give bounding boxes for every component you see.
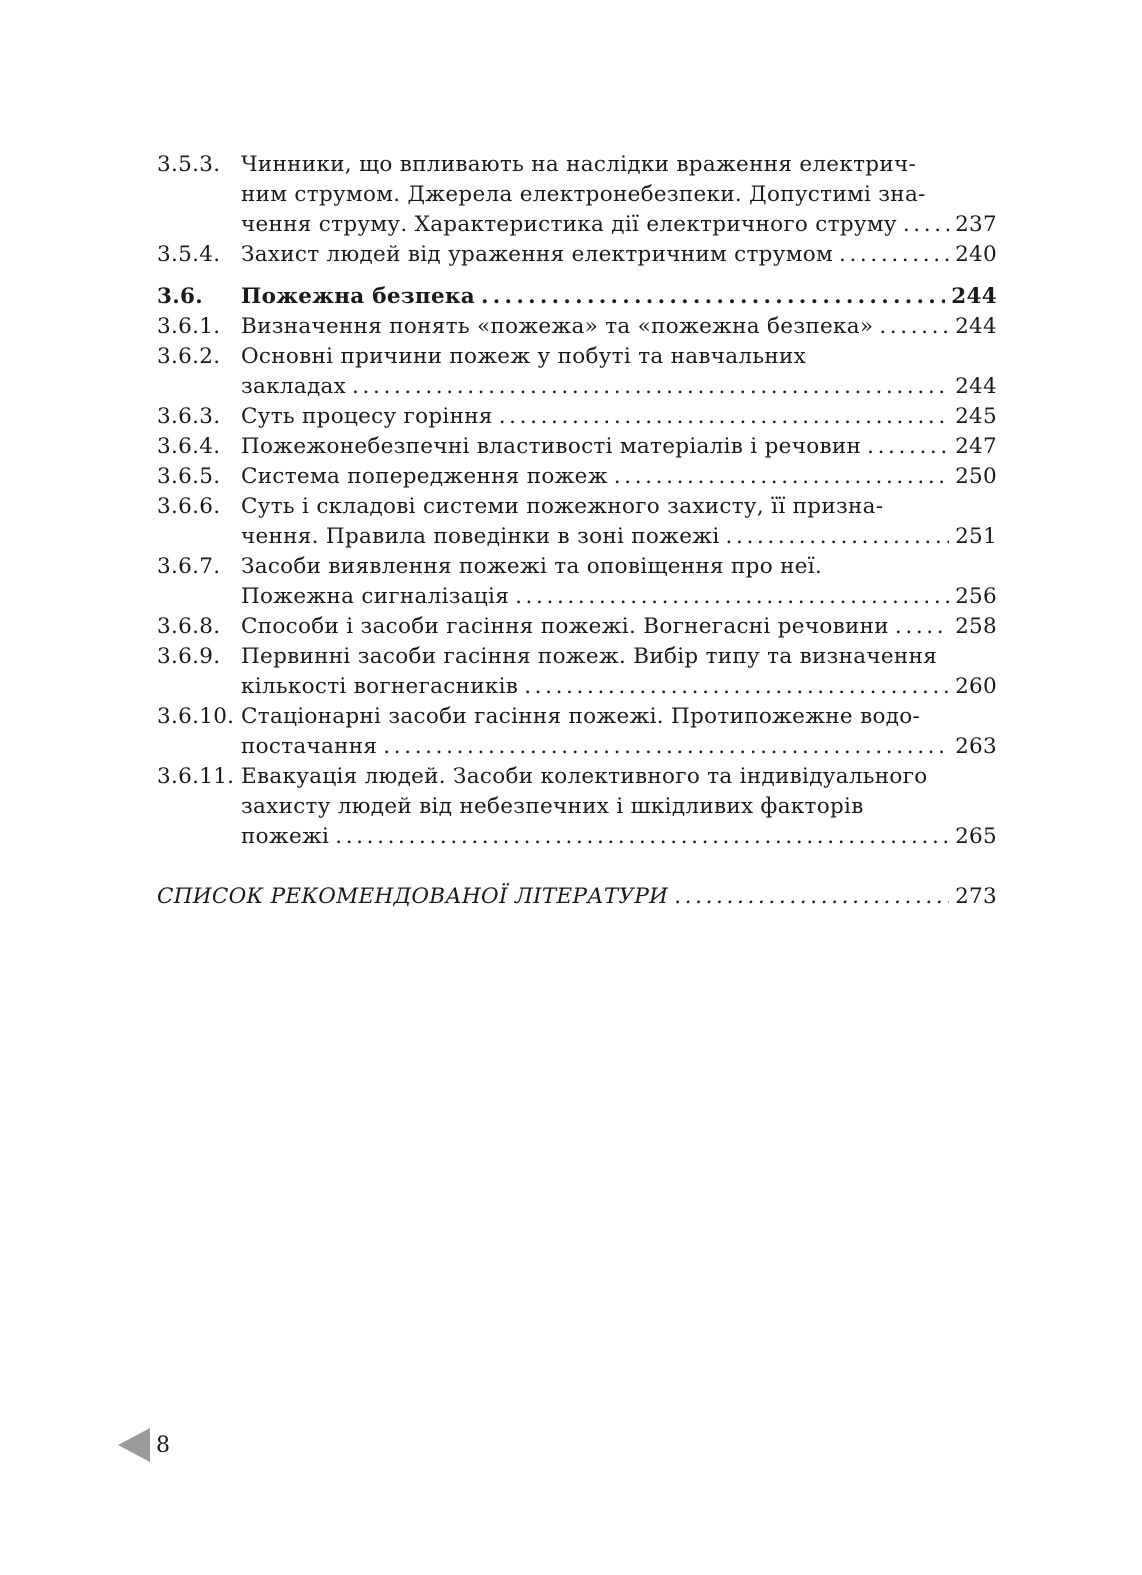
toc-entry-number: 3.6.10. bbox=[157, 704, 235, 729]
toc-entry-line: Стаціонарні засоби гасіння пожежі. Протипожежне водо- bbox=[241, 704, 921, 729]
toc-page-number: 245 bbox=[955, 404, 997, 429]
dot-leader bbox=[839, 240, 949, 270]
dot-leader bbox=[524, 672, 949, 702]
toc-entry-3-6-9 bbox=[157, 642, 997, 702]
page-number: 8 bbox=[156, 1432, 170, 1458]
dot-leader bbox=[903, 210, 949, 240]
toc-entry-number: 3.5.4. bbox=[157, 242, 221, 267]
toc-entry-3-6-8 bbox=[157, 612, 997, 642]
toc-page-number: 247 bbox=[955, 434, 997, 459]
toc-entry-number: 3.6.3. bbox=[157, 404, 221, 429]
dot-leader bbox=[352, 372, 949, 402]
toc-page-number: 244 bbox=[955, 374, 997, 399]
toc-entry-number: 3.6. bbox=[157, 284, 204, 309]
dot-leader bbox=[726, 522, 950, 552]
toc-section-3-6 bbox=[157, 282, 997, 312]
toc-page-number: 240 bbox=[955, 242, 997, 267]
toc-entry-line: Евакуація людей. Засоби колективного та індивідуального bbox=[241, 764, 928, 789]
toc-page-number: 273 bbox=[955, 884, 997, 909]
toc-entry-title: постачання bbox=[241, 734, 378, 759]
toc-section-title: Пожежна безпека bbox=[241, 284, 476, 309]
triangle-left-icon bbox=[118, 1428, 150, 1462]
toc-entry-title: Пожежонебезпечні властивості матеріалів і речовин bbox=[241, 434, 862, 459]
toc-page-number: 263 bbox=[955, 734, 997, 759]
dot-leader bbox=[383, 732, 949, 762]
toc-entry-title: чення. Правила поведінки в зоні пожежі bbox=[241, 524, 720, 549]
toc-entry-line: Суть і складові системи пожежного захисту, її призна- bbox=[241, 494, 884, 519]
dot-leader bbox=[499, 402, 949, 432]
dot-leader bbox=[867, 432, 949, 462]
toc-page-number: 244 bbox=[951, 284, 997, 309]
toc-entry-3-5-3 bbox=[157, 150, 997, 240]
toc-page-number: 258 bbox=[955, 614, 997, 639]
toc-literature-entry bbox=[157, 882, 997, 912]
toc-page-number: 265 bbox=[955, 824, 997, 849]
toc-entry-3-6-5 bbox=[157, 462, 997, 492]
toc-page-number: 237 bbox=[955, 212, 997, 237]
literature-title: СПИСОК РЕКОМЕНДОВАНОЇ ЛІТЕРАТУРИ bbox=[157, 884, 669, 909]
toc-entry-number: 3.6.6. bbox=[157, 494, 221, 519]
dot-leader bbox=[895, 612, 949, 642]
toc-entry-title: закладах bbox=[241, 374, 347, 399]
toc-entry-number: 3.6.5. bbox=[157, 464, 221, 489]
toc-entry-title: Пожежна сигналізація bbox=[241, 584, 510, 609]
table-of-contents bbox=[157, 150, 997, 912]
toc-entry-title: Система попередження пожеж bbox=[241, 464, 608, 489]
toc-entry-title: Визначення понять «пожежа» та «пожежна безпека» bbox=[241, 314, 874, 339]
toc-entry-number: 3.5.3. bbox=[157, 152, 221, 177]
page-footer bbox=[118, 1428, 170, 1462]
toc-entry-line: Первинні засоби гасіння пожеж. Вибір типу та визначення bbox=[241, 644, 938, 669]
toc-entry-3-6-4 bbox=[157, 432, 997, 462]
dot-leader bbox=[335, 822, 949, 852]
toc-entry-title: кількості вогнегасників bbox=[241, 674, 519, 699]
dot-leader bbox=[614, 462, 949, 492]
toc-entry-title: Суть процесу горіння bbox=[241, 404, 493, 429]
toc-entry-line: ним струмом. Джерела електронебезпеки. Допустимі зна- bbox=[241, 182, 926, 207]
toc-entry-3-6-6 bbox=[157, 492, 997, 552]
toc-entry-title: чення струму. Характеристика дії електричного струму bbox=[241, 212, 897, 237]
toc-entry-number: 3.6.8. bbox=[157, 614, 221, 639]
toc-entry-line: захисту людей від небезпечних і шкідливих факторів bbox=[241, 794, 864, 819]
dot-leader bbox=[515, 582, 949, 612]
toc-entry-3-6-2 bbox=[157, 342, 997, 402]
toc-page-number: 244 bbox=[955, 314, 997, 339]
toc-entry-line: Чинники, що впливають на наслідки враження електрич- bbox=[241, 152, 917, 177]
toc-entry-line: Основні причини пожеж у побуті та навчальних bbox=[241, 344, 807, 369]
toc-entry-3-6-10 bbox=[157, 702, 997, 762]
toc-page-number: 256 bbox=[955, 584, 997, 609]
dot-leader bbox=[674, 882, 949, 912]
toc-entry-3-6-1 bbox=[157, 312, 997, 342]
toc-entry-number: 3.6.11. bbox=[157, 764, 235, 789]
toc-entry-number: 3.6.7. bbox=[157, 554, 221, 579]
toc-entry-3-6-3 bbox=[157, 402, 997, 432]
toc-entry-title: Способи і засоби гасіння пожежі. Вогнегасні речовини bbox=[241, 614, 889, 639]
toc-entry-3-5-4 bbox=[157, 240, 997, 270]
toc-entry-3-6-7 bbox=[157, 552, 997, 612]
toc-entry-title: пожежі bbox=[241, 824, 330, 849]
toc-page-number: 250 bbox=[955, 464, 997, 489]
toc-entry-number: 3.6.4. bbox=[157, 434, 221, 459]
toc-entry-number: 3.6.9. bbox=[157, 644, 221, 669]
toc-entry-title: Захист людей від ураження електричним струмом bbox=[241, 242, 833, 267]
toc-entry-line: Засоби виявлення пожежі та оповіщення про неї. bbox=[241, 554, 823, 579]
toc-entry-number: 3.6.2. bbox=[157, 344, 221, 369]
toc-page-number: 251 bbox=[955, 524, 997, 549]
toc-entry-3-6-11 bbox=[157, 762, 997, 852]
dot-leader bbox=[481, 282, 945, 312]
toc-page-number: 260 bbox=[955, 674, 997, 699]
dot-leader bbox=[879, 312, 949, 342]
toc-entry-number: 3.6.1. bbox=[157, 314, 221, 339]
